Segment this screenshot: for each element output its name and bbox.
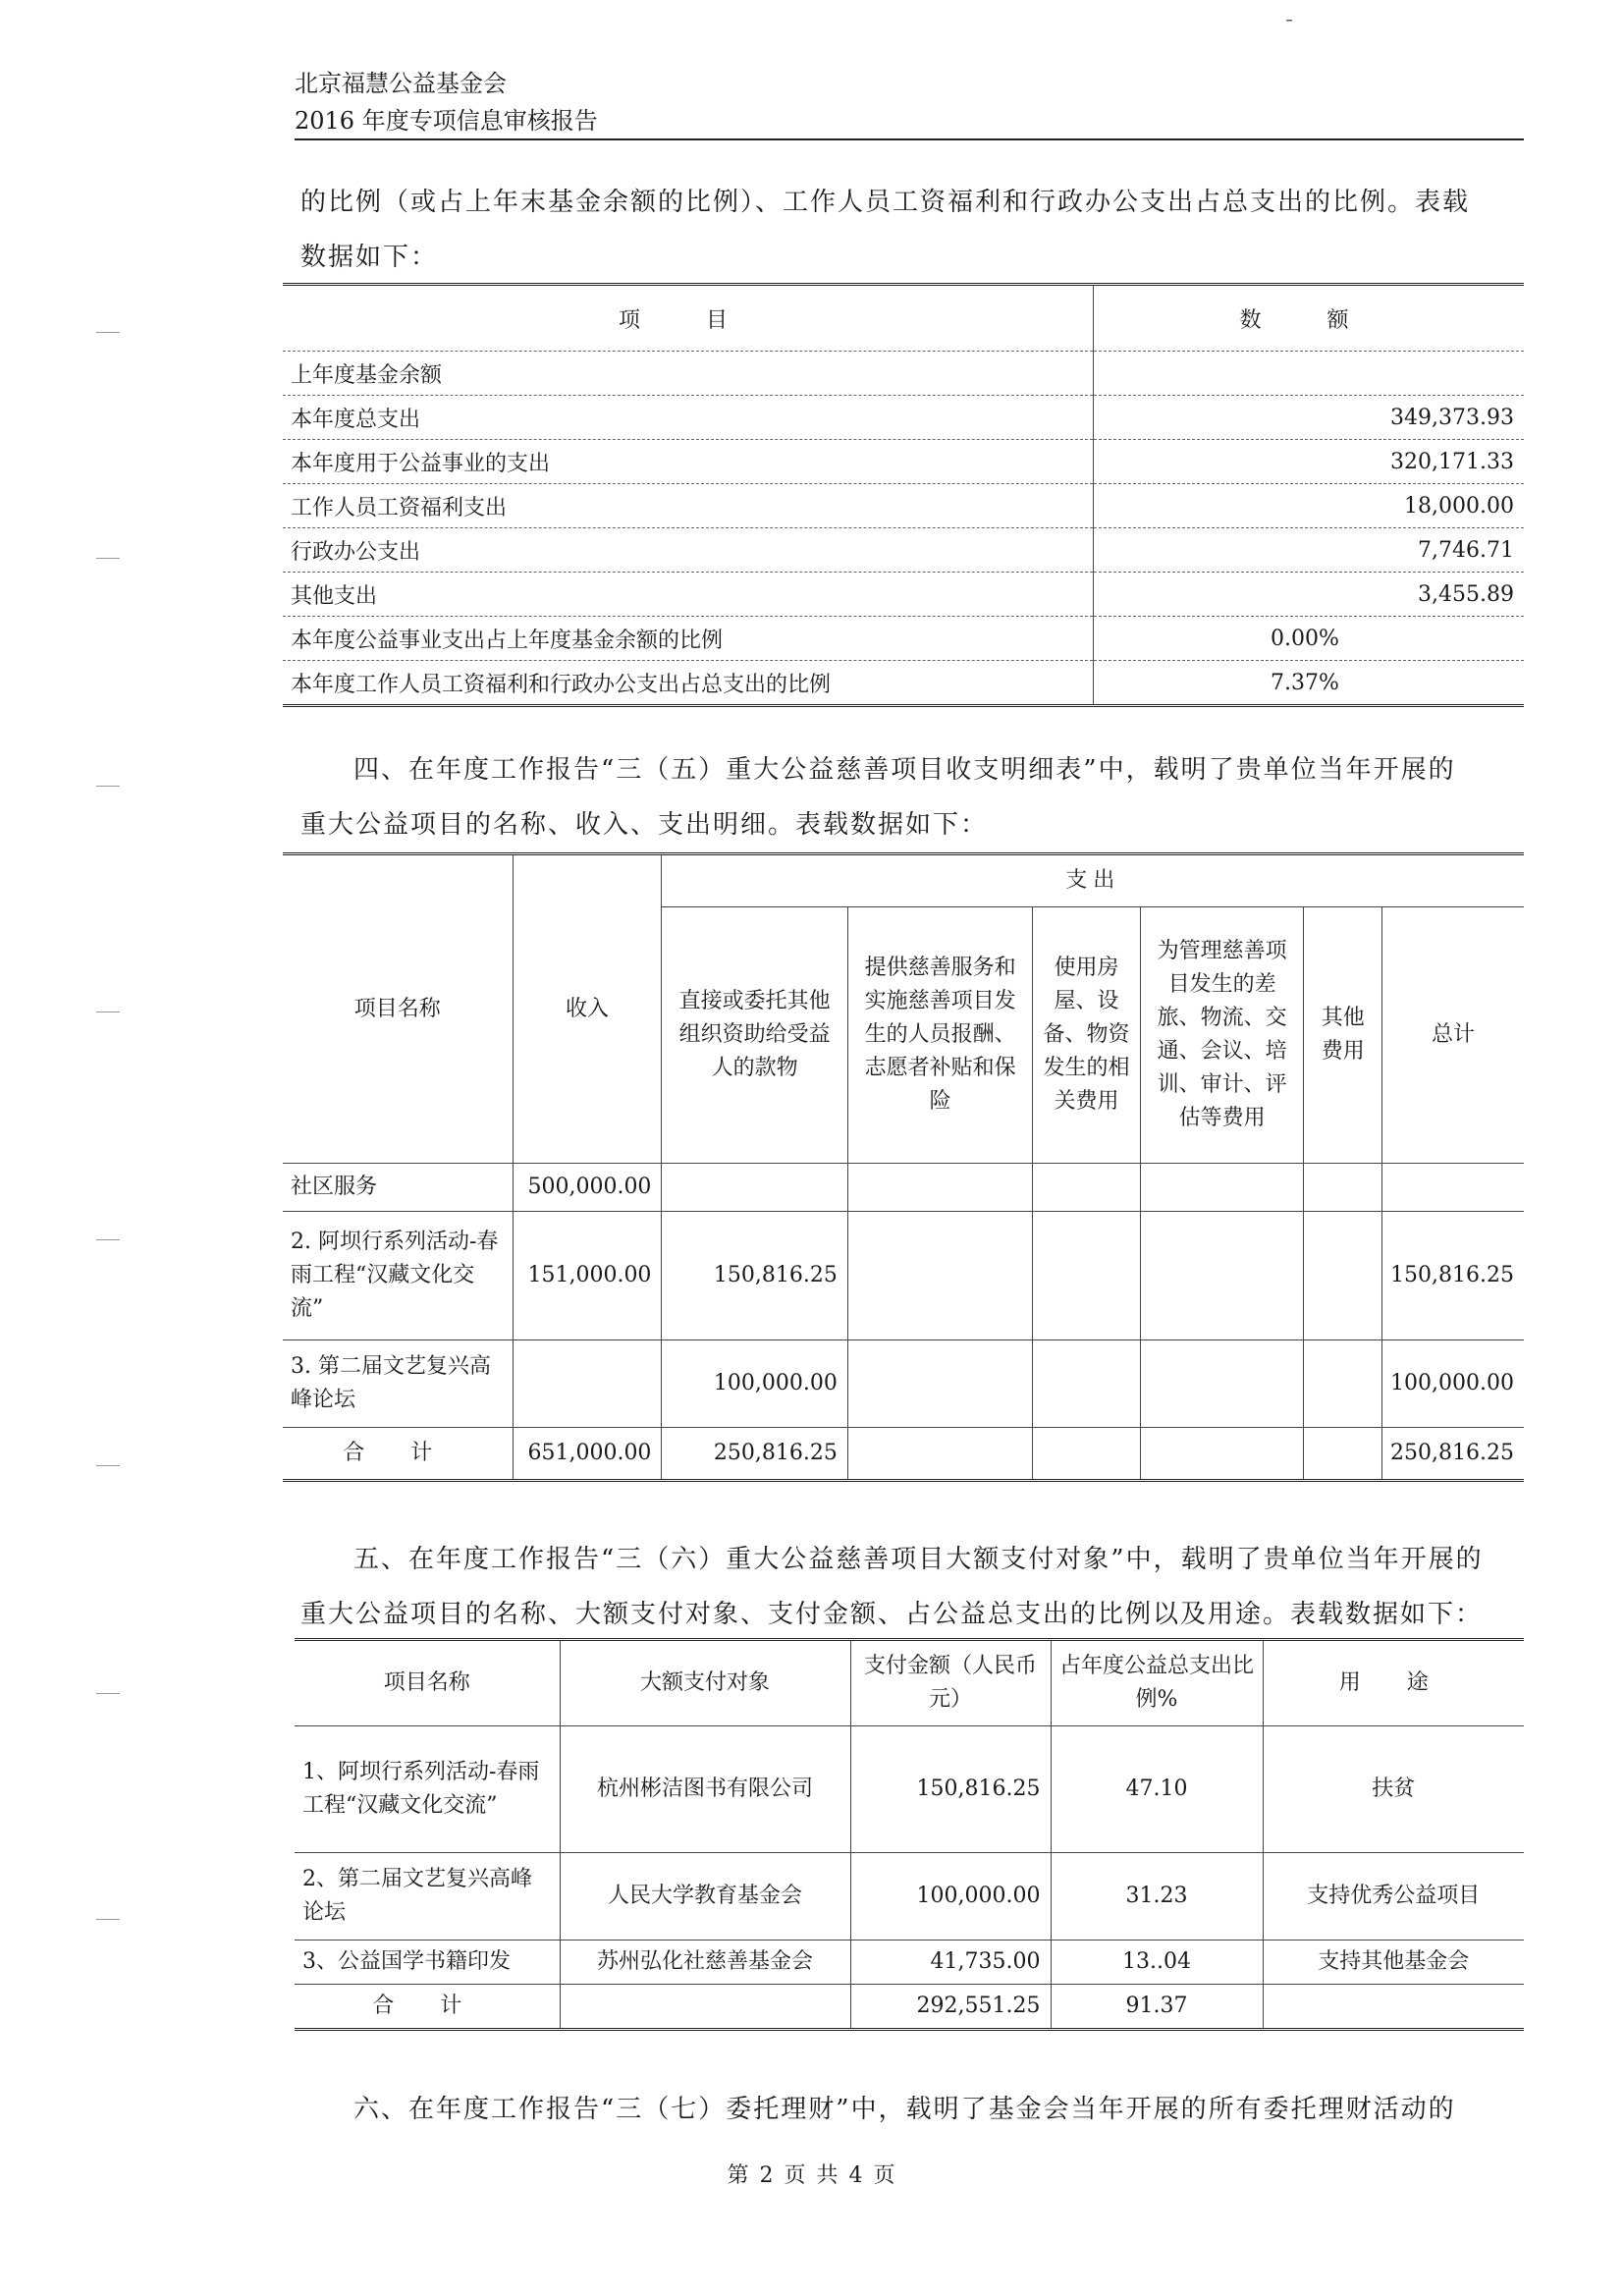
row-label: 上年度基金余额 bbox=[283, 352, 1094, 396]
header-report-title: 2016 年度专项信息审核报告 bbox=[295, 107, 598, 135]
cell-total: 150,816.25 bbox=[1381, 1212, 1524, 1340]
table-row bbox=[283, 352, 1524, 396]
table-total-row bbox=[283, 1428, 1524, 1481]
row-value bbox=[1094, 352, 1525, 396]
row-value: 320,171.33 bbox=[1094, 440, 1525, 484]
cell-service bbox=[847, 1164, 1032, 1212]
table-total-row bbox=[295, 1985, 1524, 2030]
row-label: 本年度公益事业支出占上年度基金余额的比例 bbox=[283, 617, 1094, 661]
cell-other bbox=[1304, 1164, 1382, 1212]
cell-property bbox=[1033, 1428, 1140, 1481]
cell-name: 合 计 bbox=[283, 1428, 513, 1481]
row-label: 本年度用于公益事业的支出 bbox=[283, 440, 1094, 484]
page-footer: 第 2 页 共 4 页 bbox=[727, 2163, 897, 2188]
section-5-line-1: 五、在年度工作报告“三（六）重大公益慈善项目大额支付对象”中，载明了贵单位当年开展的 bbox=[353, 1545, 1484, 1574]
cell-ratio: 31.23 bbox=[1051, 1853, 1263, 1941]
cell-management bbox=[1140, 1212, 1304, 1340]
cell-payee bbox=[560, 1985, 850, 2030]
row-label: 本年度总支出 bbox=[283, 396, 1094, 440]
cell-amount: 41,735.00 bbox=[850, 1941, 1051, 1985]
table-row bbox=[283, 661, 1524, 706]
table-row bbox=[283, 484, 1524, 528]
cell-management bbox=[1140, 1164, 1304, 1212]
cell-total bbox=[1381, 1164, 1524, 1212]
cell-amount: 292,551.25 bbox=[850, 1985, 1051, 2030]
row-value: 3,455.89 bbox=[1094, 573, 1525, 617]
row-value: 0.00% bbox=[1094, 617, 1525, 661]
header-total: 总计 bbox=[1381, 907, 1524, 1164]
scan-margin-mark bbox=[96, 1239, 120, 1240]
row-label: 工作人员工资福利支出 bbox=[283, 484, 1094, 528]
cell-name: 社区服务 bbox=[283, 1164, 513, 1212]
header-org-name: 北京福慧公益基金会 bbox=[295, 70, 507, 97]
row-label: 本年度工作人员工资福利和行政办公支出占总支出的比例 bbox=[283, 661, 1094, 706]
cell-income bbox=[513, 1340, 662, 1428]
section-5-line-2: 重大公益项目的名称、大额支付对象、支付金额、占公益总支出的比例以及用途。表载数据如下： bbox=[300, 1600, 1484, 1629]
cell-name: 合 计 bbox=[295, 1985, 560, 2030]
row-value: 18,000.00 bbox=[1094, 484, 1525, 528]
row-label: 行政办公支出 bbox=[283, 528, 1094, 573]
header-amount: 数 额 bbox=[1094, 285, 1525, 352]
scan-margin-mark bbox=[96, 1919, 120, 1920]
cell-name: 3、公益国学书籍印发 bbox=[295, 1941, 560, 1985]
cell-total: 250,816.25 bbox=[1381, 1428, 1524, 1481]
header-income: 收入 bbox=[513, 854, 662, 1164]
table-row bbox=[295, 1726, 1524, 1853]
cell-direct: 150,816.25 bbox=[662, 1212, 847, 1340]
cell-payee: 苏州弘化社慈善基金会 bbox=[560, 1941, 850, 1985]
table-header-row bbox=[283, 285, 1524, 352]
scan-margin-mark bbox=[96, 1011, 120, 1012]
project-income-expense-table bbox=[283, 852, 1524, 1482]
table-row bbox=[283, 573, 1524, 617]
cell-direct: 250,816.25 bbox=[662, 1428, 847, 1481]
table-row bbox=[283, 528, 1524, 573]
cell-income: 651,000.00 bbox=[513, 1428, 662, 1481]
cell-use: 扶贫 bbox=[1263, 1726, 1524, 1853]
scan-speck: ˉ bbox=[1284, 16, 1294, 39]
cell-name: 2、第二届文艺复兴高峰论坛 bbox=[295, 1853, 560, 1941]
header-management: 为管理慈善项目发生的差旅、物流、交通、会议、培训、审计、评估等费用 bbox=[1140, 907, 1304, 1164]
intro-line-1: 的比例（或占上年末基金余额的比例）、工作人员工资福利和行政办公支出占总支出的比例。表载 bbox=[300, 188, 1471, 217]
table-row bbox=[283, 396, 1524, 440]
header-use: 用 途 bbox=[1263, 1640, 1524, 1726]
header-direct: 直接或委托其他组织资助给受益人的款物 bbox=[662, 907, 847, 1164]
large-payment-table bbox=[295, 1638, 1524, 2031]
header-service: 提供慈善服务和实施慈善项目发生的人员报酬、志愿者补贴和保险 bbox=[847, 907, 1032, 1164]
cell-other bbox=[1304, 1340, 1382, 1428]
cell-use: 支持优秀公益项目 bbox=[1263, 1853, 1524, 1941]
expense-summary-table bbox=[283, 283, 1524, 707]
cell-direct: 100,000.00 bbox=[662, 1340, 847, 1428]
cell-property bbox=[1033, 1164, 1140, 1212]
cell-use: 支持其他基金会 bbox=[1263, 1941, 1524, 1985]
cell-name: 1、阿坝行系列活动-春雨工程“汉藏文化交流” bbox=[295, 1726, 560, 1853]
cell-ratio: 13..04 bbox=[1051, 1941, 1263, 1985]
cell-service bbox=[847, 1340, 1032, 1428]
table-row bbox=[283, 617, 1524, 661]
header-item: 项 目 bbox=[283, 285, 1094, 352]
row-value: 7,746.71 bbox=[1094, 528, 1525, 573]
cell-management bbox=[1140, 1340, 1304, 1428]
cell-amount: 150,816.25 bbox=[850, 1726, 1051, 1853]
header-project-name: 项目名称 bbox=[295, 1640, 560, 1726]
table-row bbox=[283, 1212, 1524, 1340]
cell-income: 500,000.00 bbox=[513, 1164, 662, 1212]
table-row bbox=[295, 1941, 1524, 1985]
row-label: 其他支出 bbox=[283, 573, 1094, 617]
header-expense: 支出 bbox=[662, 854, 1524, 907]
header-payee: 大额支付对象 bbox=[560, 1640, 850, 1726]
table-row bbox=[283, 440, 1524, 484]
header-amount: 支付金额（人民币元） bbox=[850, 1640, 1051, 1726]
table-header-row bbox=[283, 854, 1524, 907]
cell-service bbox=[847, 1212, 1032, 1340]
cell-total: 100,000.00 bbox=[1381, 1340, 1524, 1428]
table-row bbox=[283, 1340, 1524, 1428]
cell-name: 3. 第二届文艺复兴高峰论坛 bbox=[283, 1340, 513, 1428]
cell-other bbox=[1304, 1428, 1382, 1481]
scan-margin-mark bbox=[96, 1465, 120, 1466]
scan-margin-mark bbox=[96, 332, 120, 333]
table-header-row bbox=[295, 1640, 1524, 1726]
table-row bbox=[295, 1853, 1524, 1941]
cell-service bbox=[847, 1428, 1032, 1481]
row-value: 7.37% bbox=[1094, 661, 1525, 706]
header-rule bbox=[295, 138, 1524, 140]
cell-direct bbox=[662, 1164, 847, 1212]
cell-payee: 人民大学教育基金会 bbox=[560, 1853, 850, 1941]
scan-margin-mark bbox=[96, 558, 120, 559]
section-4-line-2: 重大公益项目的名称、收入、支出明细。表载数据如下： bbox=[300, 810, 989, 840]
cell-income: 151,000.00 bbox=[513, 1212, 662, 1340]
row-value: 349,373.93 bbox=[1094, 396, 1525, 440]
cell-amount: 100,000.00 bbox=[850, 1853, 1051, 1941]
section-6-line-1: 六、在年度工作报告“三（七）委托理财”中，载明了基金会当年开展的所有委托理财活动的 bbox=[353, 2095, 1456, 2124]
cell-property bbox=[1033, 1340, 1140, 1428]
cell-use bbox=[1263, 1985, 1524, 2030]
scan-margin-mark bbox=[96, 1693, 120, 1694]
page-header bbox=[295, 65, 1524, 139]
cell-other bbox=[1304, 1212, 1382, 1340]
header-ratio: 占年度公益总支出比例% bbox=[1051, 1640, 1263, 1726]
cell-management bbox=[1140, 1428, 1304, 1481]
header-other: 其他费用 bbox=[1304, 907, 1382, 1164]
header-project-name: 项目名称 bbox=[283, 854, 513, 1164]
scan-margin-mark bbox=[96, 786, 120, 787]
cell-ratio: 91.37 bbox=[1051, 1985, 1263, 2030]
cell-property bbox=[1033, 1212, 1140, 1340]
cell-payee: 杭州彬洁图书有限公司 bbox=[560, 1726, 850, 1853]
intro-line-2: 数据如下： bbox=[300, 243, 439, 272]
section-4-line-1: 四、在年度工作报告“三（五）重大公益慈善项目收支明细表”中，载明了贵单位当年开展的 bbox=[353, 755, 1456, 785]
cell-name: 2. 阿坝行系列活动-春雨工程“汉藏文化交流” bbox=[283, 1212, 513, 1340]
table-row bbox=[283, 1164, 1524, 1212]
cell-ratio: 47.10 bbox=[1051, 1726, 1263, 1853]
header-property: 使用房屋、设备、物资发生的相关费用 bbox=[1033, 907, 1140, 1164]
